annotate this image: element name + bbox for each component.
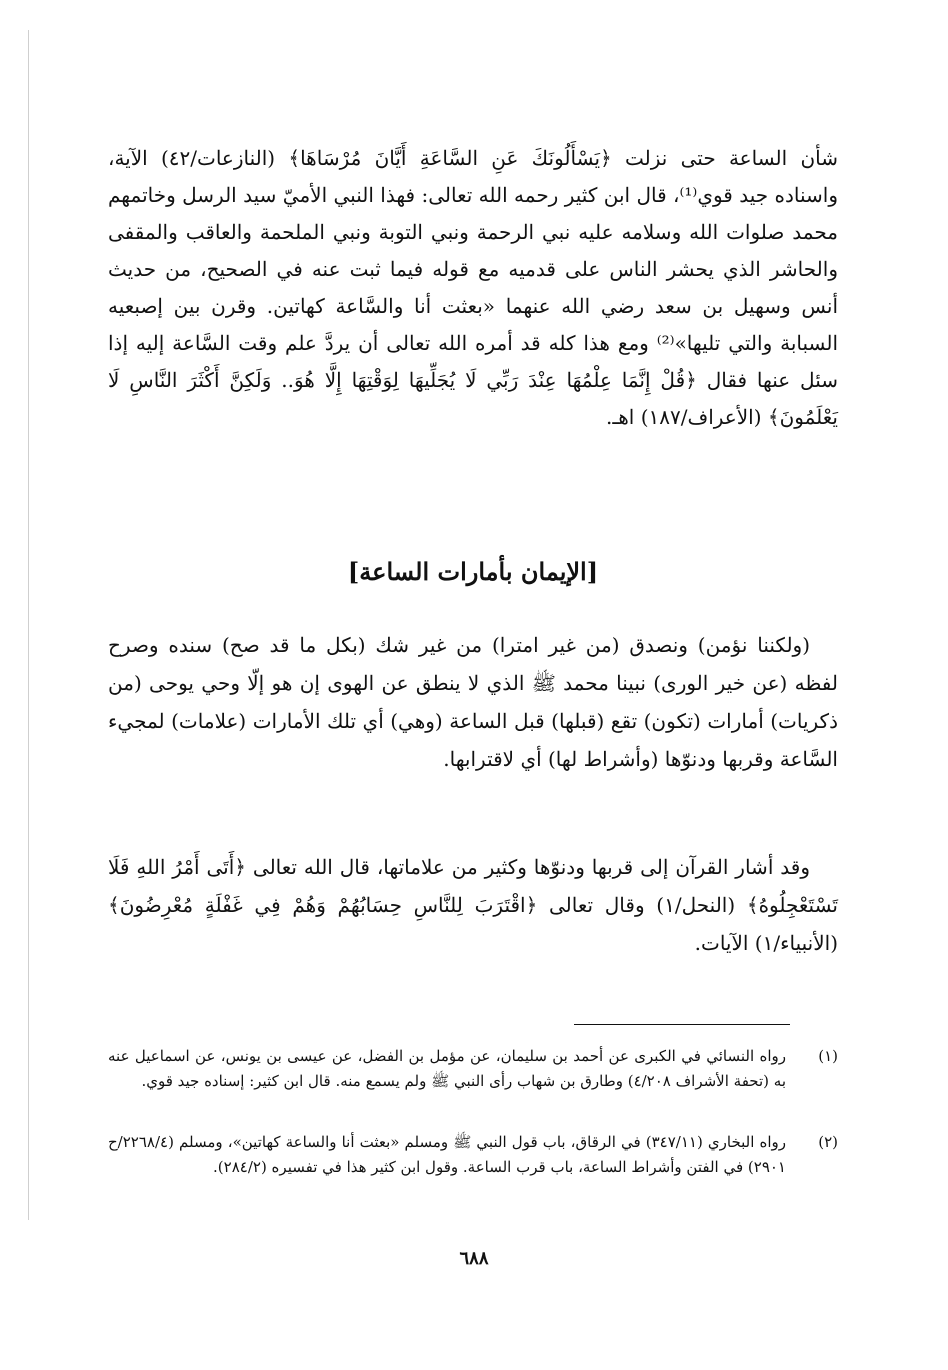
body-paragraph-2: (ولكننا نؤمن) ونصدق (من غير امترا) من غير شك (بكل ما قد صح) سنده وصرح لفظه (عن خير الورى) نبينا محمد ﷺ الذي لا ينطق عن الهوى إن هو إلّا وحي يوحى (من ذكريات) أمارات (تكون) تقع (قبلها) قبل الساعة (وهي) أي تلك الأمارات (علامات) لمجيء السَّاعة وقربها ودنوّها (وأشراط لها) أي لاقترابها.	[108, 633, 838, 771]
footnote-number: (١)	[818, 1047, 838, 1065]
body-paragraph-1: شأن الساعة حتى نزلت ﴿يَسْأَلُونَكَ عَنِ السَّاعَةِ أَيَّانَ مُرْسَاهَا﴾ (النازعات/٤٢) الآية، واسناده جيد قوي⁽¹⁾، قال ابن كثير رحمه الله تعالى: فهذا النبي الأميّ سيد الرسل وخاتمهم محمد صلوات الله وسلامه عليه نبي الرحمة ونبي التوبة ونبي الملحمة والعاقب والمقفى والحاشر الذي يحشر الناس على قدميه مع قوله فيما ثبت عنه في الصحيح، من حديث أنس وسهيل بن سعد رضي الله عنهما «بعثت أنا والسَّاعة كهاتين. وقرن بين إصبعيه السبابة والتي تليها»⁽²⁾ ومع هذا كله قد أمره الله تعالى أن يردَّ علم وقت السَّاعة إليه إذا سئل عنها فقال ﴿قُلْ إِنَّمَا عِلْمُهَا عِنْدَ رَبِّي لَا يُجَلِّيهَا لِوَقْتِهَا إِلَّا هُوَ.. وَلَكِنَّ أَكْثَرَ النَّاسِ لَا يَعْلَمُونَ﴾ (الأعراف/١٨٧) اهـ.	[108, 146, 839, 429]
page-edge-line	[28, 30, 29, 1220]
footnote-text: رواه النسائي في الكبرى عن أحمد بن سليمان، عن مؤمل بن الفضل، عن عيسى بن يونس، عن اسماعيل عنه به (تحفة الأشراف ٤/٢٠٨) وطارق بن شهاب رأى النبي ﷺ ولم يسمع منه. قال ابن كثير: إسناده جيد قوي.	[108, 1047, 786, 1090]
footnote-number: (٢)	[818, 1133, 838, 1151]
footnote-divider	[574, 1024, 790, 1025]
footnote-2	[108, 1130, 838, 1180]
footnote-text: رواه البخاري (٣٤٧/١١) في الرقاق، باب قول النبي ﷺ ومسلم «بعثت أنا والساعة كهاتين»، ومسلم (٢٢٦٨/٤/ح ٢٩٠١) في الفتن وأشراط الساعة، باب قرب الساعة. وقول ابن كثير هذا في تفسيره (٢٨٤/٢).	[108, 1133, 786, 1176]
body-paragraph-3: وقد أشار القرآن إلى قربها ودنوّها وكثير من علاماتها، قال الله تعالى ﴿أَتَى أَمْرُ اللهِ فَلَا تَسْتَعْجِلُوهُ﴾ (النحل/١) وقال تعالى ﴿اقْتَرَبَ لِلنَّاسِ حِسَابُهُمْ وَهُمْ فِي غَفْلَةٍ مُعْرِضُونَ﴾ (الأنبياء/١) الآيات.	[108, 855, 839, 955]
section-heading: [الإيمان بأمارات الساعة]	[347, 557, 599, 586]
footnote-1	[108, 1044, 838, 1094]
page-number: ٦٨٨	[459, 1248, 489, 1269]
